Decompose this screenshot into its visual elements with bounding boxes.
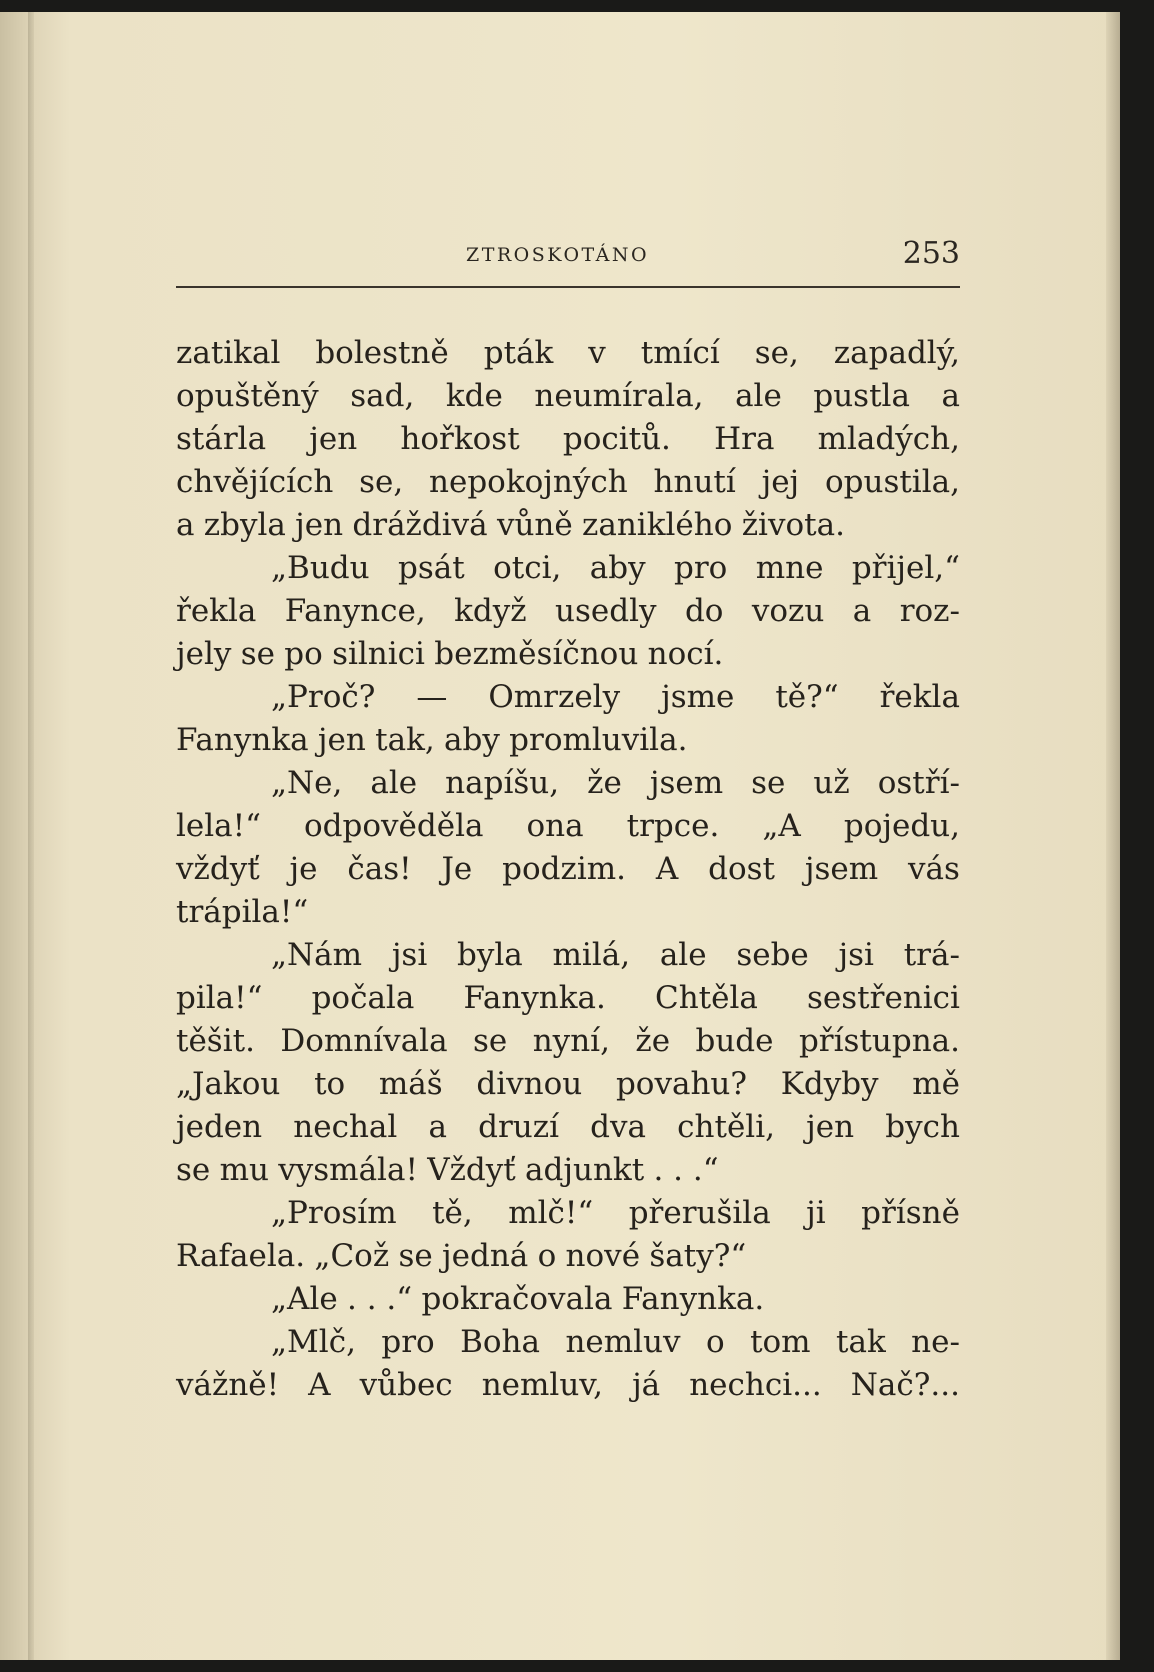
word: vůbec [359, 1367, 453, 1403]
word: vůně [496, 507, 573, 543]
word: „Ne, [271, 765, 343, 801]
word: zaniklého [582, 507, 733, 543]
word: tě, [432, 1195, 473, 1231]
word: Je [441, 851, 473, 887]
word: promluvila. [509, 722, 688, 758]
word: už [813, 765, 850, 801]
word: dva [590, 1109, 647, 1145]
word: chtěli, [677, 1109, 775, 1145]
word: nové [565, 1238, 641, 1274]
text-line [176, 461, 960, 504]
word: „Proč? [271, 679, 376, 715]
word: nepokojných [429, 464, 628, 500]
word: ji [806, 1195, 826, 1231]
word: hnutí [653, 464, 736, 500]
word: vysmála! [278, 1152, 418, 1188]
word: Rafaela. [176, 1238, 306, 1274]
word: Kdyby [780, 1066, 879, 1102]
word: otci, [493, 550, 562, 586]
word: máš [378, 1066, 443, 1102]
word: byla [457, 937, 523, 973]
word: jely [176, 636, 232, 672]
word: pila!“ [176, 980, 263, 1016]
word: vždyť [176, 851, 260, 887]
word: nemluv, [481, 1367, 603, 1403]
word: „Což [314, 1238, 390, 1274]
word: se, [359, 464, 404, 500]
word: odpověděla [304, 808, 484, 844]
word: sebe [736, 937, 809, 973]
text-line [176, 1020, 960, 1063]
word: opuštěný [176, 378, 319, 414]
word: Vždyť [427, 1152, 516, 1188]
word: povahu? [615, 1066, 747, 1102]
running-title: ZTROSKOTÁNO [466, 244, 650, 266]
word: nechci... [689, 1367, 822, 1403]
word: opustila, [824, 464, 960, 500]
word: — [416, 679, 448, 715]
word: „Nám [271, 937, 363, 973]
word: ale [735, 378, 782, 414]
word: zapadlý, [833, 335, 960, 371]
word: tom [750, 1324, 811, 1360]
word: jen [806, 1109, 855, 1145]
word: podzim. [502, 851, 626, 887]
word: přerušila [628, 1195, 771, 1231]
word: nemluv [565, 1324, 681, 1360]
word: přístupna. [798, 1023, 960, 1059]
word: a [941, 378, 960, 414]
word: když [454, 593, 527, 629]
word: se, [754, 335, 799, 371]
word: chvějících [176, 464, 334, 500]
word: a [428, 1109, 447, 1145]
word: života. [741, 507, 845, 543]
word: pojedu, [843, 808, 960, 844]
word: ostří- [877, 765, 960, 801]
word: sestřenici [807, 980, 960, 1016]
running-header [176, 236, 960, 274]
text-line [176, 418, 960, 461]
text-line [176, 1192, 960, 1235]
word: Domnívala [280, 1023, 448, 1059]
word: nyní, [532, 1023, 610, 1059]
body-text [176, 332, 960, 1407]
word: nocí. [647, 636, 724, 672]
text-line [176, 633, 960, 676]
word: jsi [391, 937, 428, 973]
text-line [176, 1235, 960, 1278]
word: a [176, 507, 195, 543]
word: usedly [555, 593, 657, 629]
text-line [176, 891, 960, 934]
word: Fanynka [176, 722, 309, 758]
word: kde [445, 378, 503, 414]
word: mladých, [817, 421, 960, 457]
word: řekla [176, 593, 257, 629]
text-line [176, 1321, 960, 1364]
word: „Budu [271, 550, 370, 586]
word: lela!“ [176, 808, 261, 844]
word: ale [370, 765, 418, 801]
word: psát [398, 550, 465, 586]
word: Fanynka. [621, 1281, 765, 1317]
word: bolestně [315, 335, 449, 371]
word: . . .“ [653, 1152, 719, 1188]
word: se [473, 1023, 508, 1059]
text-line [176, 934, 960, 977]
word: jsme [661, 679, 735, 715]
word: čas! [347, 851, 412, 887]
word: zatikal [176, 335, 281, 371]
word: neumírala, [534, 378, 704, 414]
word: pocitů. [562, 421, 671, 457]
word: bezměsíčnou [434, 636, 639, 672]
text-line [176, 719, 960, 762]
word: těšit. [176, 1023, 255, 1059]
word: ale [659, 937, 707, 973]
word: trpce. [626, 808, 720, 844]
word: vozu [751, 593, 825, 629]
word: sad, [350, 378, 415, 414]
page-number: 253 [902, 236, 960, 271]
word: a [852, 593, 872, 629]
word: Hra [714, 421, 775, 457]
book-page [0, 12, 1120, 1660]
word: mu [219, 1152, 269, 1188]
word: jen [309, 421, 358, 457]
word: jsi [838, 937, 874, 973]
word: Fanynce, [284, 593, 426, 629]
word: dost [708, 851, 776, 887]
text-line [176, 375, 960, 418]
word: jedná [442, 1238, 529, 1274]
word: . . .“ [347, 1281, 413, 1317]
word: šaty?“ [649, 1238, 747, 1274]
word: „Prosím [271, 1195, 397, 1231]
text-line [176, 332, 960, 375]
word: v [588, 335, 606, 371]
word: druzí [478, 1109, 560, 1145]
word: pták [483, 335, 554, 371]
word: bych [885, 1109, 960, 1145]
word: já [632, 1367, 661, 1403]
word: přijel,“ [851, 550, 960, 586]
word: po [284, 636, 323, 672]
word: „Jakou [176, 1066, 281, 1102]
word: tě?“ [775, 679, 839, 715]
word: ona [526, 808, 584, 844]
word: nechal [293, 1109, 398, 1145]
word: jeden [176, 1109, 263, 1145]
word: mě [912, 1066, 960, 1102]
word: že [587, 765, 622, 801]
word: Chtěla [655, 980, 758, 1016]
word: milá, [552, 937, 631, 973]
word: napíšu, [445, 765, 560, 801]
word: divnou [476, 1066, 583, 1102]
word: „A [762, 808, 801, 844]
word: tmící [640, 335, 720, 371]
word: jen [295, 507, 344, 543]
word: stárla [176, 421, 267, 457]
word: mlč!“ [508, 1195, 594, 1231]
word: se [240, 636, 275, 672]
word: Omrzely [488, 679, 621, 715]
word: hořkost [400, 421, 520, 457]
word: pro [674, 550, 728, 586]
text-line [176, 1063, 960, 1106]
word: zbyla [203, 507, 286, 543]
word: přísně [861, 1195, 960, 1231]
word: jsem [804, 851, 879, 887]
word: Nač?... [850, 1367, 960, 1403]
word: tak, [375, 722, 435, 758]
text-line [176, 848, 960, 891]
text-line [176, 1149, 960, 1192]
word: o [705, 1324, 725, 1360]
word: je [289, 851, 318, 887]
word: že [635, 1023, 671, 1059]
text-line [176, 590, 960, 633]
gutter-shadow [28, 12, 34, 1660]
word: jen [317, 722, 366, 758]
word: adjunkt [525, 1152, 645, 1188]
word: jsem [649, 765, 724, 801]
word: se [751, 765, 786, 801]
word: aby [589, 550, 646, 586]
word: aby [444, 722, 500, 758]
word: řekla [879, 679, 960, 715]
word: trá- [903, 937, 960, 973]
text-line [176, 1106, 960, 1149]
word: „Ale [271, 1281, 338, 1317]
text-line [176, 504, 960, 547]
word: vážně! [176, 1367, 280, 1403]
word: pro [381, 1324, 435, 1360]
word: tak [836, 1324, 886, 1360]
page-edge [1106, 12, 1120, 1660]
word: se [398, 1238, 433, 1274]
text-line [176, 547, 960, 590]
word: A [308, 1367, 331, 1403]
word: Fanynka. [463, 980, 606, 1016]
word: bude [695, 1023, 774, 1059]
header-rule [176, 286, 960, 288]
text-line [176, 977, 960, 1020]
text-line [176, 1364, 960, 1407]
word: do [684, 593, 724, 629]
word: silnici [332, 636, 425, 672]
word: ne- [911, 1324, 960, 1360]
word: o [537, 1238, 557, 1274]
word: Boha [460, 1324, 541, 1360]
word: dráždivá [352, 507, 488, 543]
text-line [176, 805, 960, 848]
word: „Mlč, [271, 1324, 356, 1360]
word: pustla [813, 378, 910, 414]
word: roz- [899, 593, 960, 629]
word: jej [761, 464, 800, 500]
word: mne [755, 550, 824, 586]
text-line [176, 762, 960, 805]
word: to [314, 1066, 346, 1102]
word: pokračovala [421, 1281, 613, 1317]
word: vás [908, 851, 960, 887]
word: trápila!“ [176, 894, 309, 930]
word: A [655, 851, 679, 887]
text-line [176, 1278, 960, 1321]
text-line [176, 676, 960, 719]
word: se [176, 1152, 211, 1188]
word: počala [311, 980, 415, 1016]
